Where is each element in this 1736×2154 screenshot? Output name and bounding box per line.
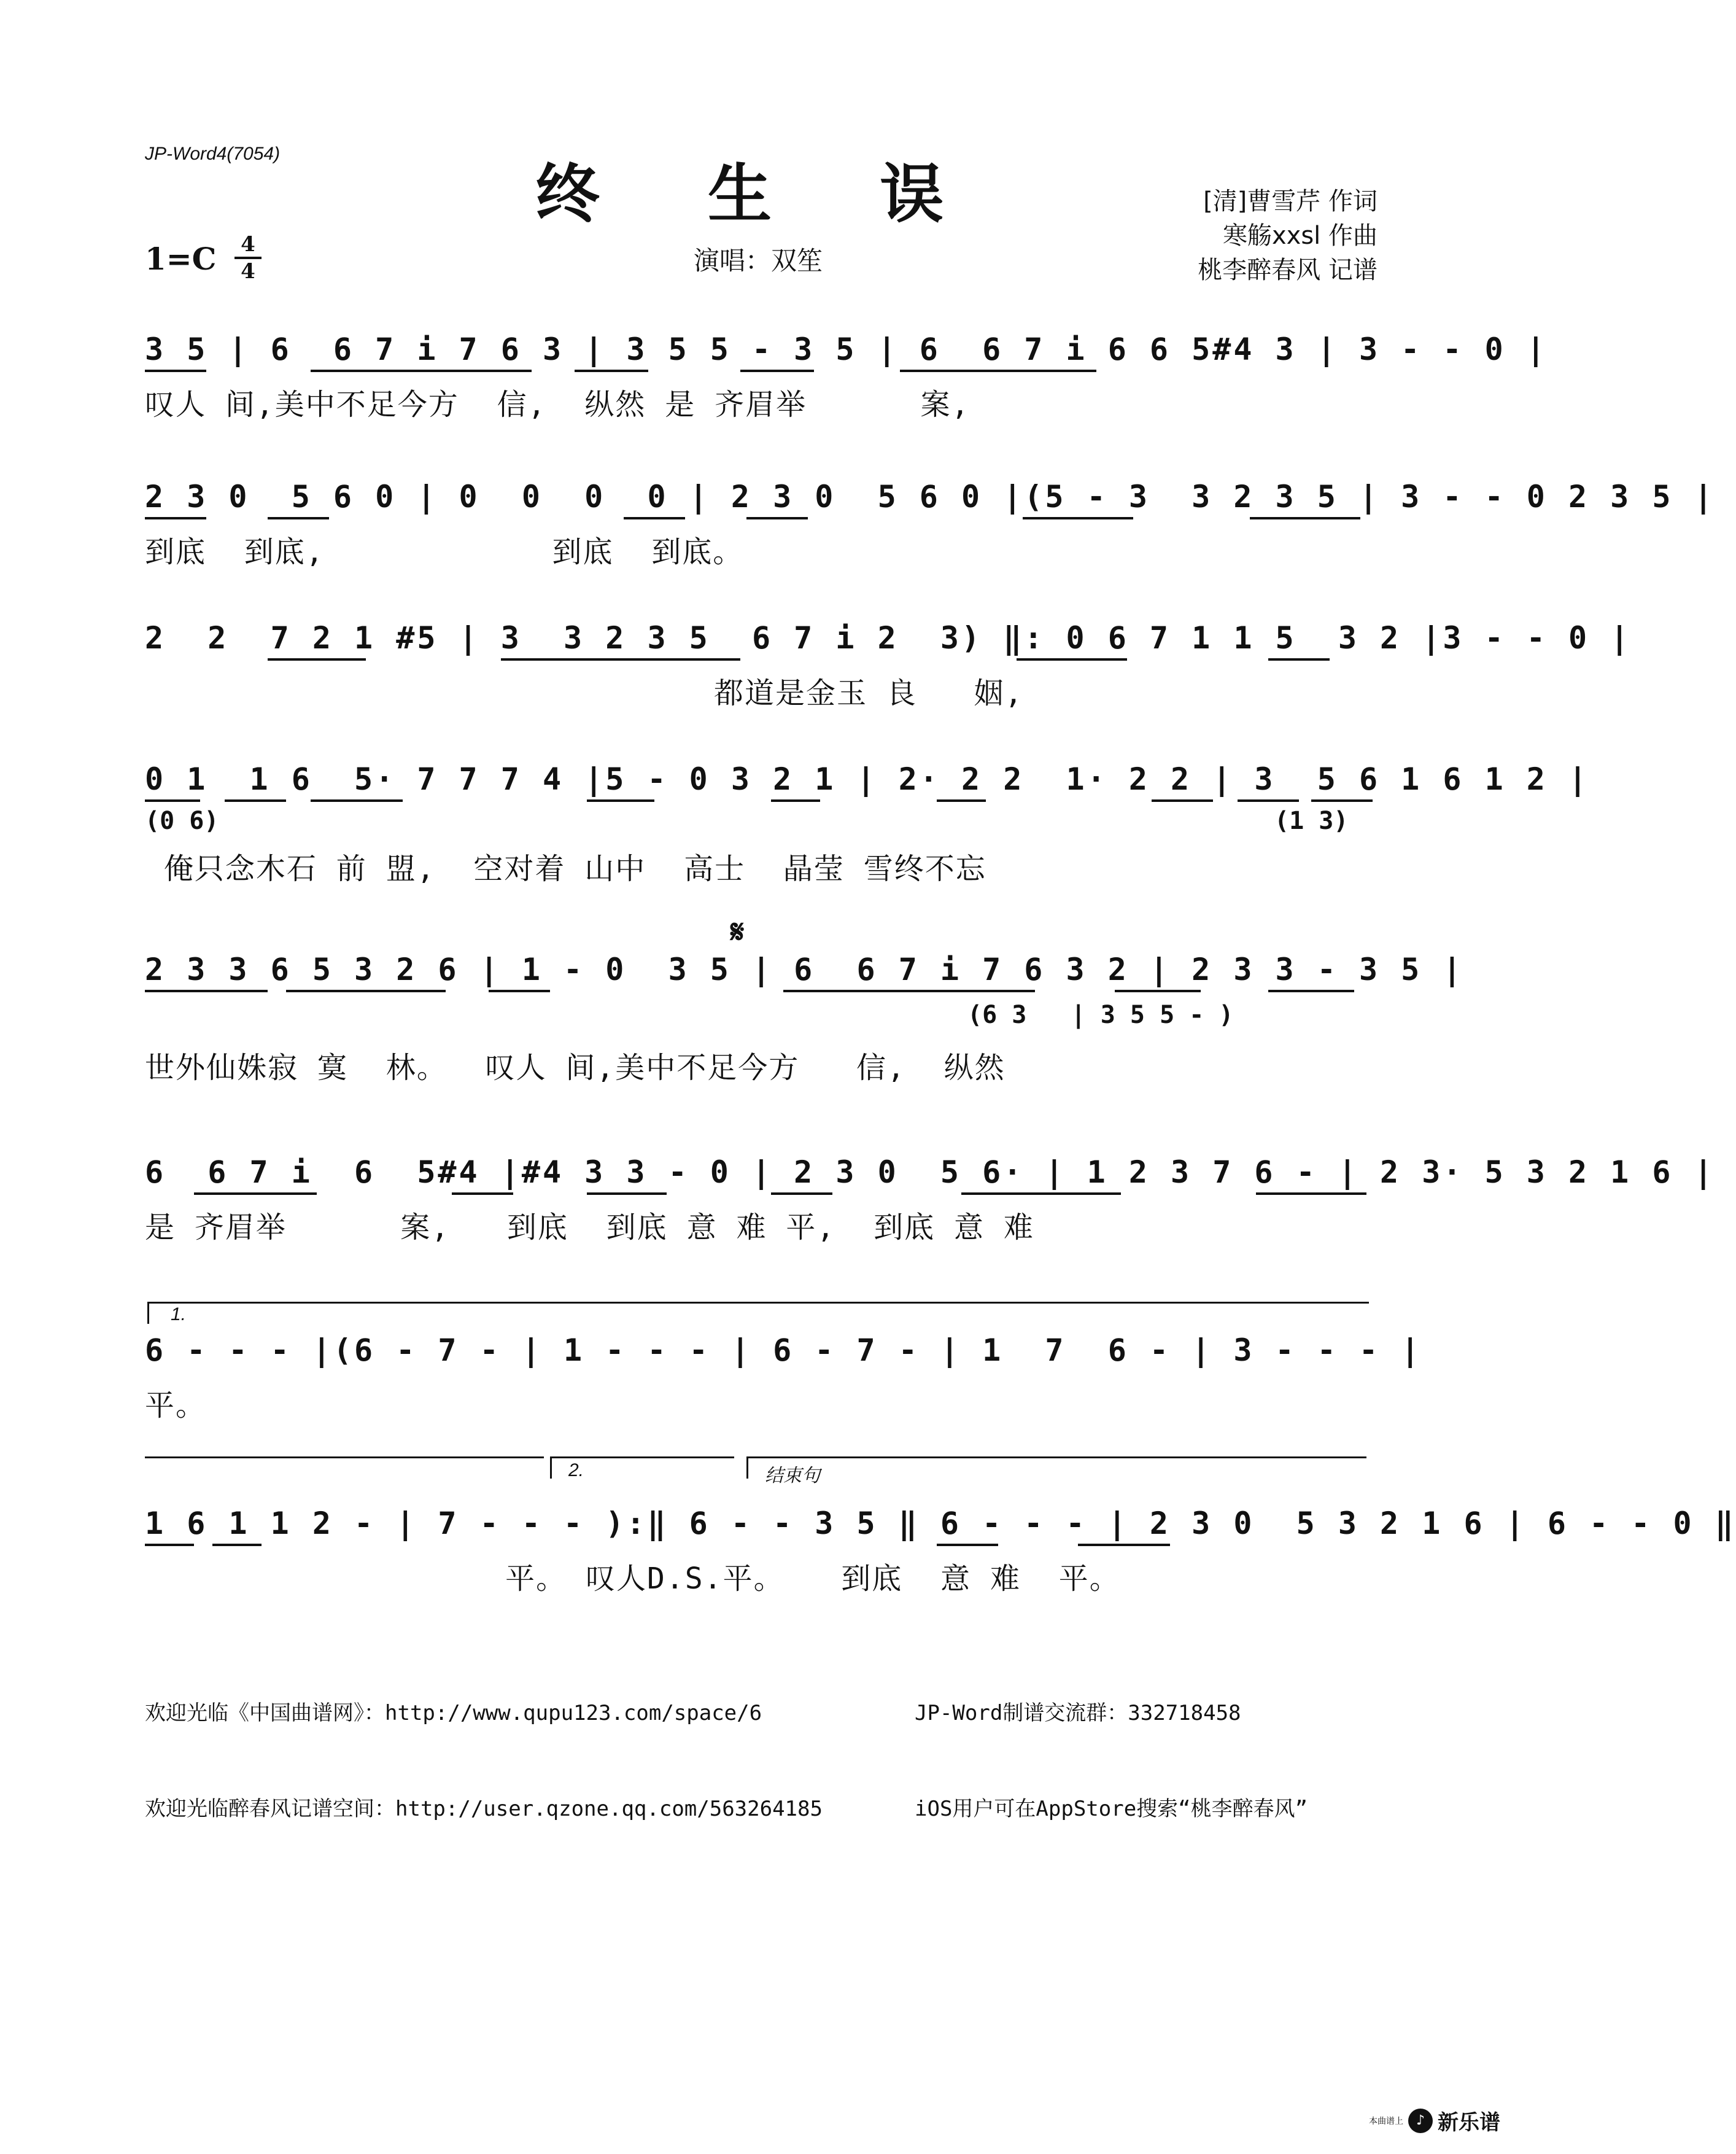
time-bottom: 4 <box>241 259 255 284</box>
brand-watermark <box>1369 2105 1500 2136</box>
lyrics-line: 平。 叹人D.S.平。 到底 意 难 平。 <box>145 1561 1120 1596</box>
lyrics-line: 平。 <box>145 1388 207 1423</box>
credits <box>1198 184 1378 287</box>
underlines <box>145 799 1379 836</box>
volta-2-tick <box>550 1456 552 1479</box>
time-signature <box>234 233 262 282</box>
singer: 演唱：双笙 <box>694 246 823 276</box>
footer-group: JP-Word制谱交流群：332718458 <box>915 1701 1241 1725</box>
notes-line: 0 1 1 6 5· 7 7 7 4 |5 - 0 3 2 1 | 2· 2 2 1· 2 2 | 3 5 6 1 6 1 2 | <box>145 761 1590 797</box>
footer-right <box>915 1633 1308 1857</box>
lyrics-line: 世外仙姝寂 寞 林。 叹人 间,美中不足今方 信, 纵然 <box>145 1051 1006 1085</box>
ending-label: 结束句 <box>765 1466 820 1486</box>
repeat-line <box>145 1456 544 1458</box>
lyricist: [清]曹雪芹 作词 <box>1203 187 1378 216</box>
volta-1-bracket <box>147 1302 1369 1304</box>
volta-2-bracket <box>550 1456 734 1458</box>
notes-line: 2 3 3 6 5 3 2 6 | 1 - 0 3 5 | 6 6 7 i 7 6 3 2 | 2 3 3 - 3 5 | <box>145 952 1464 987</box>
notes-line: 6 - - - |(6 - 7 - | 1 - - - | 6 - 7 - | 1 7 6 - | 3 - - - | <box>145 1332 1422 1368</box>
lyrics-line: 到底 到底, 到底 到底。 <box>145 535 744 569</box>
segno-icon: 𝄋 <box>730 914 745 951</box>
footer-ios: iOS用户可在AppStore搜索“桃李醉春风” <box>915 1797 1308 1821</box>
volta-1-tick <box>147 1302 149 1324</box>
composer: 寒觞xxsl 作曲 <box>1222 222 1378 250</box>
brand-prefix: 本曲谱上 <box>1369 2116 1403 2126</box>
volta-2-label: 2. <box>568 1460 584 1480</box>
page-title: 终 生 误 <box>535 156 987 231</box>
lyrics-line: 叹人 间,美中不足今方 信, 纵然 是 齐眉举 案, <box>145 387 971 422</box>
brand-name: 新乐谱 <box>1438 2110 1500 2135</box>
lyrics-line: 俺只念木石 前 盟, 空对着 山中 高士 晶莹 雪终不忘 <box>145 852 986 886</box>
lyrics-line: 都道是金玉 良 姻, <box>145 676 1024 710</box>
notes-line: 3 5 | 6 6 7 i 7 6 3 | 3 5 5 - 3 5 | 6 6 7 i 6 6 5#4 3 | 3 - - 0 | <box>145 332 1548 367</box>
footer-link-qzone[interactable]: 欢迎光临醉春风记谱空间：http://user.qzone.qq.com/563264185 <box>145 1797 823 1821</box>
notes-line: 6 6 7 i 6 5#4 |#4 3 3 - 0 | 2 3 0 5 6· | 1 2 3 7 6 - | 2 3· 5 3 2 1 6 | <box>145 1154 1715 1190</box>
harmony-line: (6 3 | 3 5 5 - ) <box>967 1001 1234 1029</box>
notes-line: 1 6 1 1 2 - | 7 - - - ):‖ 6 - - 3 5 ‖ 6 - - - | 2 3 0 5 3 2 1 6 | 6 - - 0 ‖ <box>145 1506 1736 1541</box>
ending-bracket <box>746 1456 1366 1458</box>
harmony-left: (0 6) <box>145 807 219 835</box>
notes-line: 2 3 0 5 6 0 | 0 0 0 0 | 2 3 0 5 6 0 |(5 - 3 3 2 3 5 | 3 - - 0 2 3 5 | <box>145 479 1715 515</box>
key-signature: 1=C <box>145 241 217 277</box>
ending-tick <box>746 1456 748 1479</box>
lyrics-line: 是 齐眉举 案, 到底 到底 意 难 平, 到底 意 难 <box>145 1210 1034 1245</box>
volta-1-label: 1. <box>171 1304 187 1324</box>
brand-logo-icon: ♪ <box>1408 2109 1433 2133</box>
time-top: 4 <box>241 232 255 257</box>
notes-line: 2 2 7 2 1 #5 | 3 3 2 3 5 6 7 i 2 3) ‖: 0 6 7 1 1 5 3 2 |3 - - 0 | <box>145 620 1632 656</box>
software-label: JP-Word4(7054) <box>145 144 281 164</box>
footer-left <box>145 1633 823 1857</box>
harmony-right: (1 3) <box>1274 807 1349 835</box>
transcriber: 桃李醉春风 记谱 <box>1198 256 1378 284</box>
footer-link-qupu[interactable]: 欢迎光临《中国曲谱网》：http://www.qupu123.com/space/6 <box>145 1701 762 1725</box>
